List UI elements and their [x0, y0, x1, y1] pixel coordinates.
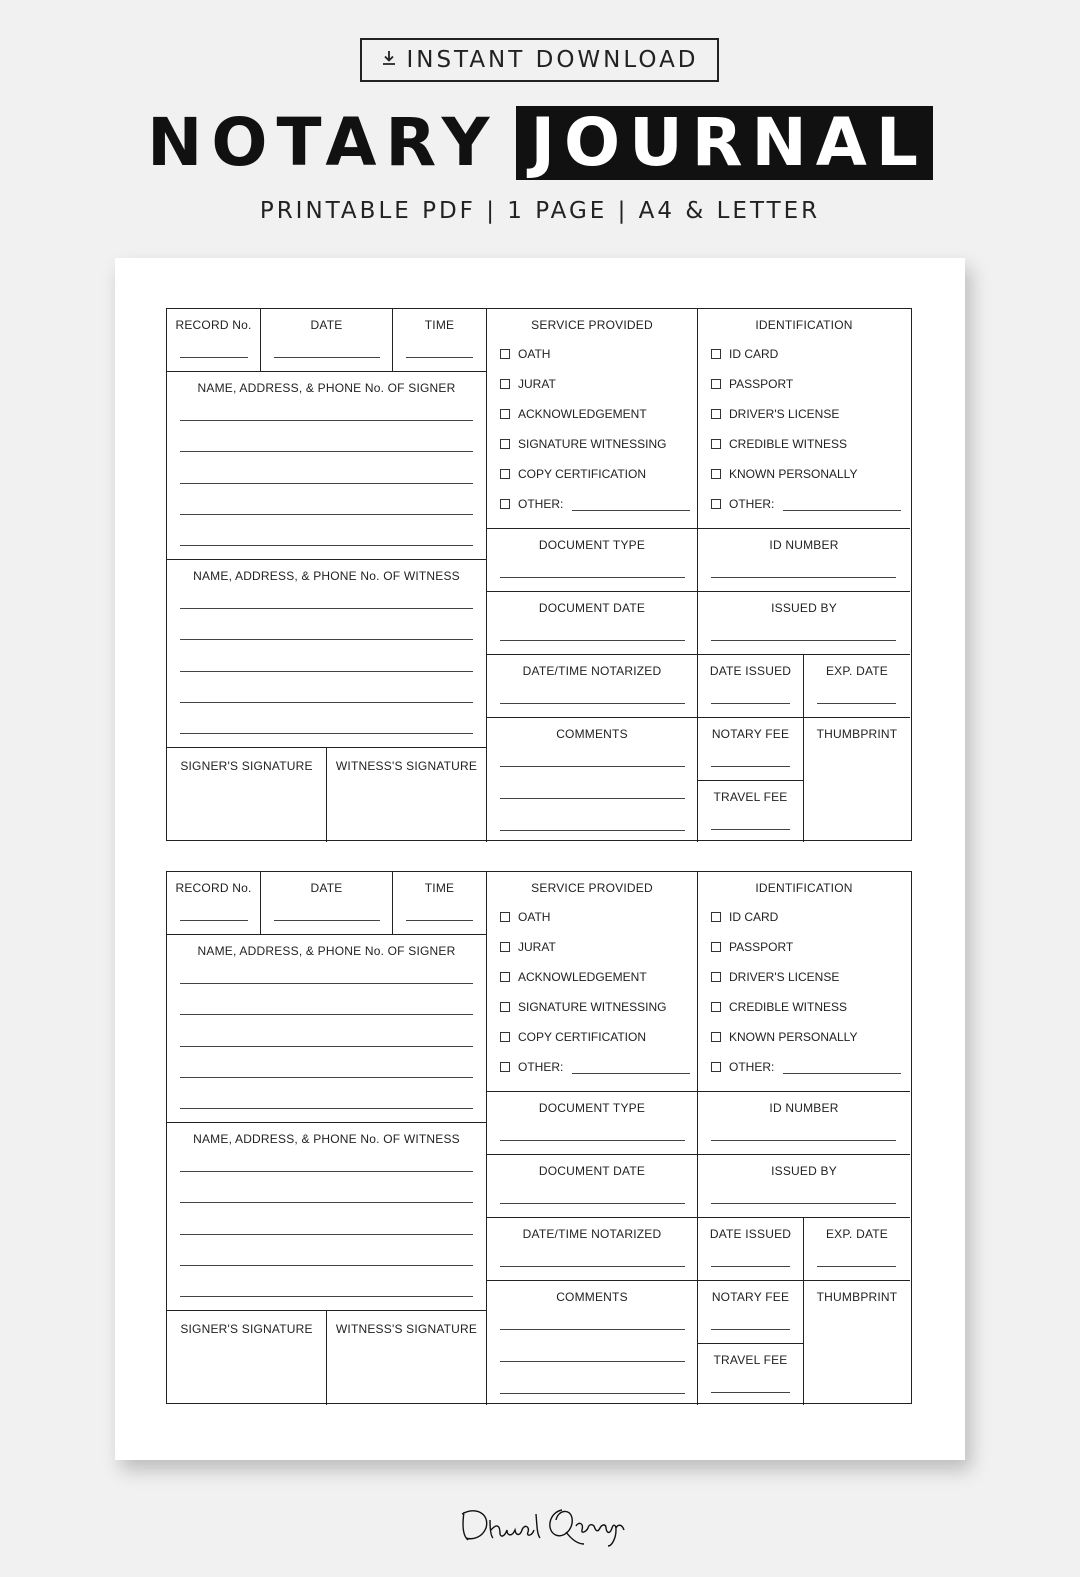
checkbox[interactable] — [500, 972, 510, 982]
witness-info-line[interactable] — [180, 733, 473, 734]
id-number-cell — [698, 1092, 910, 1155]
checkbox[interactable] — [711, 379, 721, 389]
service-option-acknowledgement[interactable]: ACKNOWLEDGEMENT — [500, 407, 647, 421]
thumbprint-label: THUMBPRINT — [816, 727, 898, 741]
document-date-line[interactable] — [500, 1203, 685, 1204]
witness-info-label: NAME, ADDRESS, & PHONE No. OF WITNESS — [193, 569, 460, 583]
signer-info-cell — [167, 372, 487, 560]
service-option-signature-witnessing[interactable]: SIGNATURE WITNESSING — [500, 437, 666, 451]
document-date-label: DOCUMENT DATE — [538, 601, 646, 615]
other-line[interactable] — [572, 510, 690, 511]
signer-info-label: NAME, ADDRESS, & PHONE No. OF SIGNER — [197, 944, 456, 958]
witness-info-cell — [167, 1123, 487, 1311]
id-option-passport[interactable]: PASSPORT — [711, 940, 793, 954]
witness-signature-label: WITNESS'S SIGNATURE — [335, 1322, 478, 1336]
witness-info-line[interactable] — [180, 1202, 473, 1203]
record-no-line[interactable] — [180, 920, 248, 921]
witness-info-line[interactable] — [180, 1296, 473, 1297]
id-option-credible-witness[interactable]: CREDIBLE WITNESS — [711, 1000, 847, 1014]
witness-signature-cell[interactable] — [327, 1311, 487, 1405]
title-part1: NOTARY — [147, 104, 499, 181]
checkbox[interactable] — [711, 942, 721, 952]
document-date-cell — [487, 1155, 698, 1218]
record-no-label: RECORD No. — [175, 881, 252, 895]
id-option-other[interactable]: OTHER: — [711, 1060, 901, 1074]
exp-date-line[interactable] — [817, 1266, 896, 1267]
comments-line[interactable] — [500, 1329, 685, 1330]
time-label: TIME — [424, 318, 455, 332]
comments-cell — [487, 1281, 698, 1405]
document-type-label: DOCUMENT TYPE — [538, 1101, 646, 1115]
date-line[interactable] — [274, 920, 380, 921]
signer-info-label: NAME, ADDRESS, & PHONE No. OF SIGNER — [197, 381, 456, 395]
service-option-jurat[interactable]: JURAT — [500, 377, 556, 391]
checkbox[interactable] — [500, 469, 510, 479]
journal-entry-form-1 — [166, 308, 912, 841]
checkbox[interactable] — [500, 1002, 510, 1012]
service-option-oath[interactable]: OATH — [500, 347, 550, 361]
notary-fee-line[interactable] — [711, 766, 790, 767]
comments-label: COMMENTS — [556, 727, 628, 741]
date-cell — [261, 872, 393, 935]
identification-label: IDENTIFICATION — [755, 881, 853, 895]
document-type-line[interactable] — [500, 1140, 685, 1141]
id-number-cell — [698, 529, 910, 592]
checkbox[interactable] — [500, 409, 510, 419]
issued-by-line[interactable] — [711, 640, 896, 641]
notary-fee-label: NOTARY FEE — [711, 727, 790, 741]
id-option-drivers-license[interactable]: DRIVER'S LICENSE — [711, 407, 839, 421]
witness-info-line[interactable] — [180, 671, 473, 672]
checkbox[interactable] — [711, 1062, 721, 1072]
exp-date-label: EXP. DATE — [825, 1227, 889, 1241]
id-number-line[interactable] — [711, 1140, 896, 1141]
record-no-cell — [167, 309, 261, 372]
signer-info-line[interactable] — [180, 514, 473, 515]
signer-signature-cell[interactable] — [167, 1311, 327, 1405]
comments-cell — [487, 718, 698, 842]
notary-fee-cell — [698, 1281, 804, 1344]
witness-info-line[interactable] — [180, 639, 473, 640]
signer-info-line[interactable] — [180, 983, 473, 984]
witness-info-label: NAME, ADDRESS, & PHONE No. OF WITNESS — [193, 1132, 460, 1146]
signer-info-line[interactable] — [180, 451, 473, 452]
checkbox[interactable] — [500, 379, 510, 389]
checkbox[interactable] — [500, 1032, 510, 1042]
id-option-other[interactable]: OTHER: — [711, 497, 901, 511]
signer-signature-label: SIGNER'S SIGNATURE — [180, 1322, 313, 1336]
issued-by-cell — [698, 1155, 910, 1218]
date-time-notarized-label: DATE/TIME NOTARIZED — [522, 1227, 662, 1241]
witness-info-line[interactable] — [180, 1265, 473, 1266]
service-option-signature-witnessing[interactable]: SIGNATURE WITNESSING — [500, 1000, 666, 1014]
issued-by-label: ISSUED BY — [771, 601, 837, 615]
travel-fee-line[interactable] — [711, 829, 790, 830]
id-option-known-personally[interactable]: KNOWN PERSONALLY — [711, 467, 857, 481]
checkbox[interactable] — [711, 1002, 721, 1012]
exp-date-cell — [804, 655, 910, 718]
signer-info-line[interactable] — [180, 420, 473, 421]
checkbox[interactable] — [711, 499, 721, 509]
travel-fee-label: TRAVEL FEE — [713, 790, 788, 804]
document-type-label: DOCUMENT TYPE — [538, 538, 646, 552]
checkbox[interactable] — [500, 942, 510, 952]
signer-info-line[interactable] — [180, 545, 473, 546]
instant-download-badge — [360, 38, 719, 82]
identification-cell — [698, 872, 910, 1092]
exp-date-line[interactable] — [817, 703, 896, 704]
document-type-cell — [487, 1092, 698, 1155]
signature-stroke — [462, 1511, 540, 1540]
identification-label: IDENTIFICATION — [755, 318, 853, 332]
service-option-copy-certification[interactable]: COPY CERTIFICATION — [500, 1030, 646, 1044]
subtitle: PRINTABLE PDF | 1 PAGE | A4 & LETTER — [259, 198, 821, 224]
checkbox[interactable] — [711, 972, 721, 982]
service-option-jurat[interactable]: JURAT — [500, 940, 556, 954]
thumbprint-label: THUMBPRINT — [816, 1290, 898, 1304]
identification-cell — [698, 309, 910, 529]
thumbprint-cell[interactable] — [804, 718, 910, 842]
title-part2: JOURNAL — [516, 106, 932, 180]
service-provided-cell — [487, 309, 698, 529]
comments-label: COMMENTS — [556, 1290, 628, 1304]
travel-fee-label: TRAVEL FEE — [713, 1353, 788, 1367]
checkbox[interactable] — [711, 469, 721, 479]
download-icon — [380, 47, 398, 73]
document-type-line[interactable] — [500, 577, 685, 578]
journal-entry-form-2 — [166, 871, 912, 1404]
signer-info-line[interactable] — [180, 483, 473, 484]
comments-line[interactable] — [500, 830, 685, 831]
time-cell — [393, 309, 487, 372]
date-cell — [261, 309, 393, 372]
date-issued-label: DATE ISSUED — [709, 664, 792, 678]
date-time-notarized-cell — [487, 655, 698, 718]
checkbox[interactable] — [500, 499, 510, 509]
witness-signature-label: WITNESS'S SIGNATURE — [335, 759, 478, 773]
date-time-notarized-line[interactable] — [500, 1266, 685, 1267]
id-option-known-personally[interactable]: KNOWN PERSONALLY — [711, 1030, 857, 1044]
issued-by-label: ISSUED BY — [771, 1164, 837, 1178]
date-issued-cell — [698, 655, 804, 718]
time-line[interactable] — [406, 357, 473, 358]
service-option-oath[interactable]: OATH — [500, 910, 550, 924]
checkbox[interactable] — [711, 912, 721, 922]
time-line[interactable] — [406, 920, 473, 921]
id-number-label: ID NUMBER — [769, 538, 839, 552]
id-option-credible-witness[interactable]: CREDIBLE WITNESS — [711, 437, 847, 451]
date-time-notarized-cell — [487, 1218, 698, 1281]
other-line[interactable] — [783, 510, 901, 511]
checkbox[interactable] — [500, 912, 510, 922]
checkbox[interactable] — [500, 439, 510, 449]
checkbox[interactable] — [711, 439, 721, 449]
id-option-id-card[interactable]: ID CARD — [711, 347, 778, 361]
thumbprint-cell[interactable] — [804, 1281, 910, 1405]
checkbox[interactable] — [500, 349, 510, 359]
signer-info-line[interactable] — [180, 1014, 473, 1015]
id-option-drivers-license[interactable]: DRIVER'S LICENSE — [711, 970, 839, 984]
signature-stroke — [550, 1510, 624, 1546]
record-no-cell — [167, 872, 261, 935]
date-label: DATE — [310, 318, 343, 332]
id-option-id-card[interactable]: ID CARD — [711, 910, 778, 924]
service-option-acknowledgement[interactable]: ACKNOWLEDGEMENT — [500, 970, 647, 984]
date-issued-cell — [698, 1218, 804, 1281]
checkbox[interactable] — [711, 1032, 721, 1042]
date-label: DATE — [310, 881, 343, 895]
time-label: TIME — [424, 881, 455, 895]
service-provided-label: SERVICE PROVIDED — [531, 881, 653, 895]
witness-info-line[interactable] — [180, 608, 473, 609]
signer-info-line[interactable] — [180, 1108, 473, 1109]
exp-date-label: EXP. DATE — [825, 664, 889, 678]
comments-line[interactable] — [500, 1393, 685, 1394]
document-date-line[interactable] — [500, 640, 685, 641]
witness-info-cell — [167, 560, 487, 748]
witness-info-line[interactable] — [180, 1171, 473, 1172]
id-number-label: ID NUMBER — [769, 1101, 839, 1115]
record-no-label: RECORD No. — [175, 318, 252, 332]
date-issued-line[interactable] — [711, 1266, 790, 1267]
service-option-copy-certification[interactable]: COPY CERTIFICATION — [500, 467, 646, 481]
document-type-cell — [487, 529, 698, 592]
notary-fee-line[interactable] — [711, 1329, 790, 1330]
service-provided-cell — [487, 872, 698, 1092]
witness-info-line[interactable] — [180, 1234, 473, 1235]
document-date-label: DOCUMENT DATE — [538, 1164, 646, 1178]
checkbox[interactable] — [711, 349, 721, 359]
issued-by-cell — [698, 592, 910, 655]
exp-date-cell — [804, 1218, 910, 1281]
time-cell — [393, 872, 487, 935]
signer-info-line[interactable] — [180, 1077, 473, 1078]
id-number-line[interactable] — [711, 577, 896, 578]
service-provided-label: SERVICE PROVIDED — [531, 318, 653, 332]
id-option-passport[interactable]: PASSPORT — [711, 377, 793, 391]
page-title — [0, 106, 1080, 180]
witness-info-line[interactable] — [180, 702, 473, 703]
badge-text: INSTANT DOWNLOAD — [406, 47, 699, 73]
date-line[interactable] — [274, 357, 380, 358]
service-option-other[interactable]: OTHER: — [500, 497, 690, 511]
comments-line[interactable] — [500, 798, 685, 799]
notary-fee-cell — [698, 718, 804, 781]
other-line[interactable] — [783, 1073, 901, 1074]
signer-signature-label: SIGNER'S SIGNATURE — [180, 759, 313, 773]
signer-info-line[interactable] — [180, 1046, 473, 1047]
date-issued-line[interactable] — [711, 703, 790, 704]
signer-signature-cell[interactable] — [167, 748, 327, 842]
travel-fee-cell — [698, 1344, 804, 1405]
notary-fee-label: NOTARY FEE — [711, 1290, 790, 1304]
other-line[interactable] — [572, 1073, 690, 1074]
comments-line[interactable] — [500, 1361, 685, 1362]
date-time-notarized-line[interactable] — [500, 703, 685, 704]
travel-fee-line[interactable] — [711, 1392, 790, 1393]
date-time-notarized-label: DATE/TIME NOTARIZED — [522, 664, 662, 678]
checkbox[interactable] — [711, 409, 721, 419]
issued-by-line[interactable] — [711, 1203, 896, 1204]
brand-signature — [458, 1500, 628, 1550]
journal-page — [115, 258, 965, 1460]
checkbox[interactable] — [500, 1062, 510, 1072]
date-issued-label: DATE ISSUED — [709, 1227, 792, 1241]
record-no-line[interactable] — [180, 357, 248, 358]
signer-info-cell — [167, 935, 487, 1123]
document-date-cell — [487, 592, 698, 655]
service-option-other[interactable]: OTHER: — [500, 1060, 690, 1074]
comments-line[interactable] — [500, 766, 685, 767]
travel-fee-cell — [698, 781, 804, 842]
witness-signature-cell[interactable] — [327, 748, 487, 842]
